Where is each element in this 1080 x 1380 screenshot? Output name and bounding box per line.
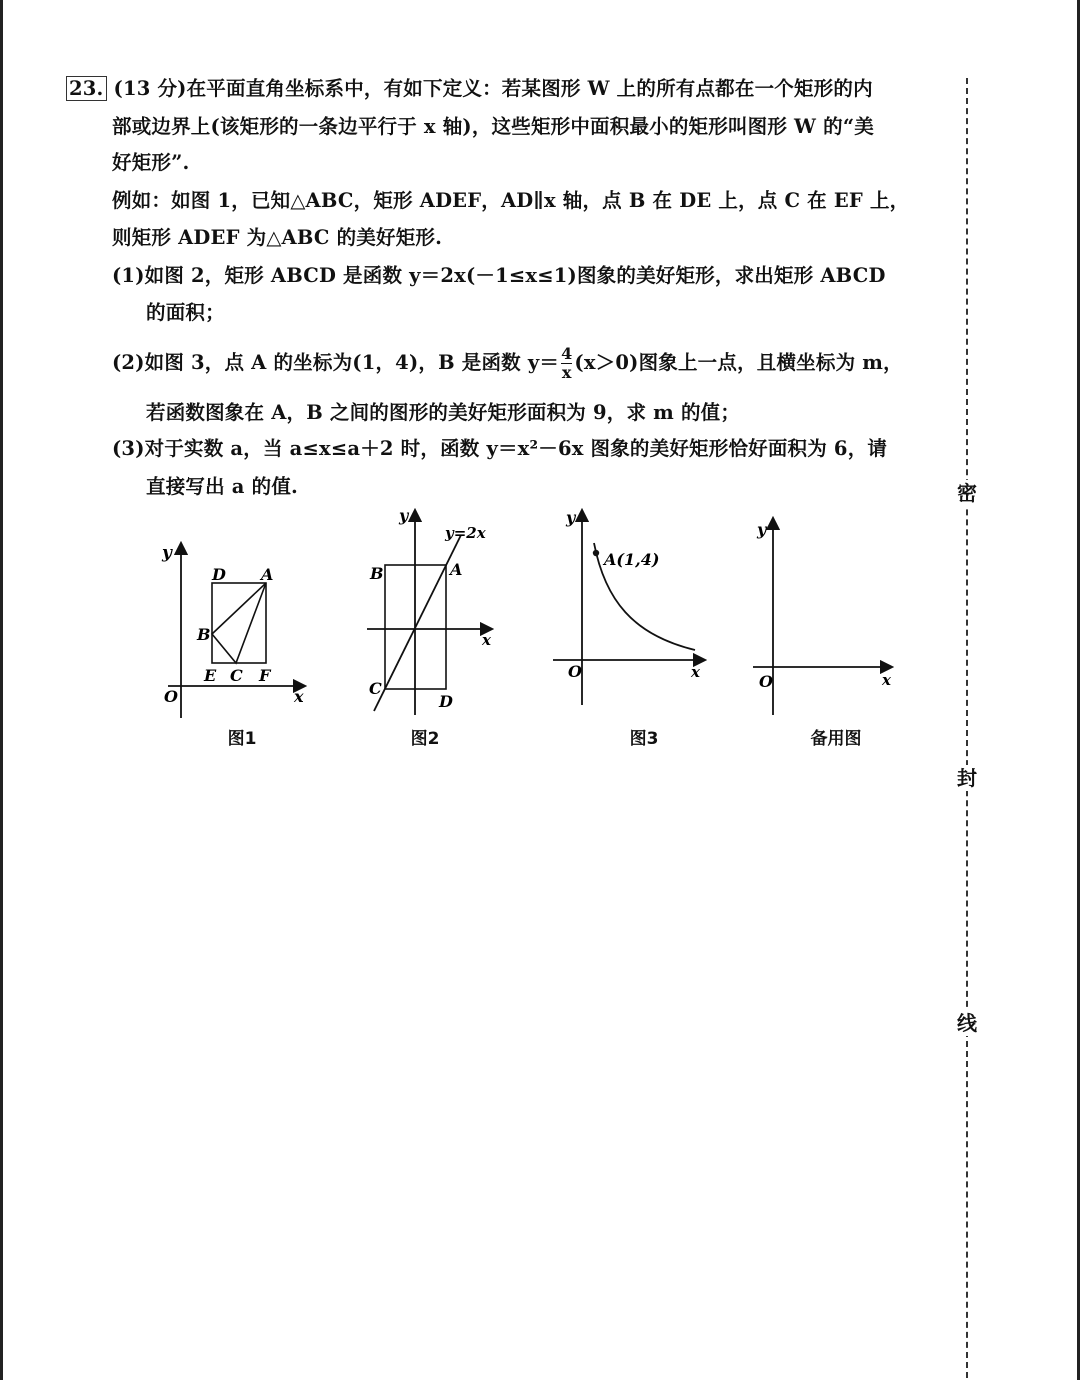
problem-line-1 [66, 76, 873, 102]
figure-1 [150, 530, 320, 730]
page-border-left [0, 0, 3, 1380]
problem-line-3: 好矩形”. [112, 151, 190, 174]
fraction-4-over-x [561, 345, 572, 382]
fig3-label-x: x [691, 663, 700, 681]
fig1-label-e: E [204, 666, 217, 685]
seal-char-feng: 封 [957, 766, 977, 790]
fig2-line-y-2x [374, 535, 461, 711]
fig3-label-o: O [568, 662, 582, 681]
question-2-part-b: (x＞0)图象上一点，且横坐标为 m， [574, 351, 903, 374]
fig1-label-x: x [294, 687, 304, 706]
figure-3-caption: 图3 [629, 729, 659, 749]
fig4-label-o: O [759, 672, 773, 691]
fig2-label-function: y=2x [445, 524, 486, 542]
fig2-label-d: D [439, 692, 453, 711]
fig2-label-y: y [399, 506, 409, 525]
figure-2-caption: 图2 [410, 729, 440, 749]
fig2-label-x: x [482, 631, 491, 649]
seal-char-mi: 密 [957, 481, 977, 505]
figure-1-caption: 图1 [227, 729, 257, 749]
fig1-label-b: B [197, 625, 211, 644]
fig1-label-d: D [212, 565, 226, 584]
fig1-label-o: O [164, 687, 178, 706]
fig3-label-point-a: A(1,4) [604, 550, 660, 569]
fig3-label-y: y [566, 508, 576, 527]
figure-3 [545, 505, 710, 715]
problem-intro: (13 分)在平面直角坐标系中，有如下定义：若某图形 W 上的所有点都在一个矩形的内 [113, 77, 873, 100]
problem-line-2: 部或边界上(该矩形的一条边平行于 x 轴)，这些矩形中面积最小的矩形叫图形 W 的“美 [112, 115, 874, 138]
fig1-label-c: C [230, 666, 243, 685]
fig2-label-a: A [450, 560, 463, 579]
question-1-line-2: 的面积； [146, 301, 225, 324]
fig4-label-y: y [757, 520, 767, 539]
fig2-label-b: B [370, 564, 384, 583]
question-3-line-2: 直接写出 a 的值. [146, 475, 299, 498]
seal-char-xian: 线 [957, 1011, 977, 1035]
example-line-2: 则矩形 ADEF 为△ABC 的美好矩形. [112, 226, 443, 249]
question-2-line-2: 若函数图象在 A，B 之间的图形的美好矩形面积为 9，求 m 的值； [146, 401, 741, 424]
seal-dashed-line [966, 78, 968, 1378]
question-2-part-a: (2)如图 3，点 A 的坐标为(1，4)，B 是函数 y＝ [112, 351, 560, 374]
fig1-triangle-abc [212, 583, 266, 663]
question-3-line-1: (3)对于实数 a，当 a≤x≤a＋2 时，函数 y＝x²－6x 图象的美好矩形恰好面积为 6，请 [112, 437, 888, 460]
fraction-numerator: 4 [561, 344, 573, 363]
fig2-label-c: C [369, 679, 382, 698]
problem-number: 23. [66, 76, 107, 101]
question-2-line-1 [112, 345, 903, 382]
fig4-label-x: x [882, 671, 891, 689]
fig3-point-a [593, 550, 599, 556]
fig1-label-f: F [259, 666, 271, 685]
question-1-line-1: (1)如图 2，矩形 ABCD 是函数 y＝2x(－1≤x≤1)图象的美好矩形，求出矩形 ABCD [112, 264, 886, 287]
fig1-label-a: A [261, 565, 274, 584]
fig1-label-y: y [162, 543, 172, 563]
fraction-denominator: x [561, 363, 572, 382]
figure-backup-caption: 备用图 [810, 729, 862, 749]
example-line-1: 例如：如图 1，已知△ABC，矩形 ADEF，AD∥x 轴，点 B 在 DE 上，点 C 在 EF 上， [112, 189, 910, 212]
fig1-rectangle-adef [212, 583, 266, 663]
figure-2 [355, 505, 505, 720]
figure-backup [745, 515, 900, 720]
